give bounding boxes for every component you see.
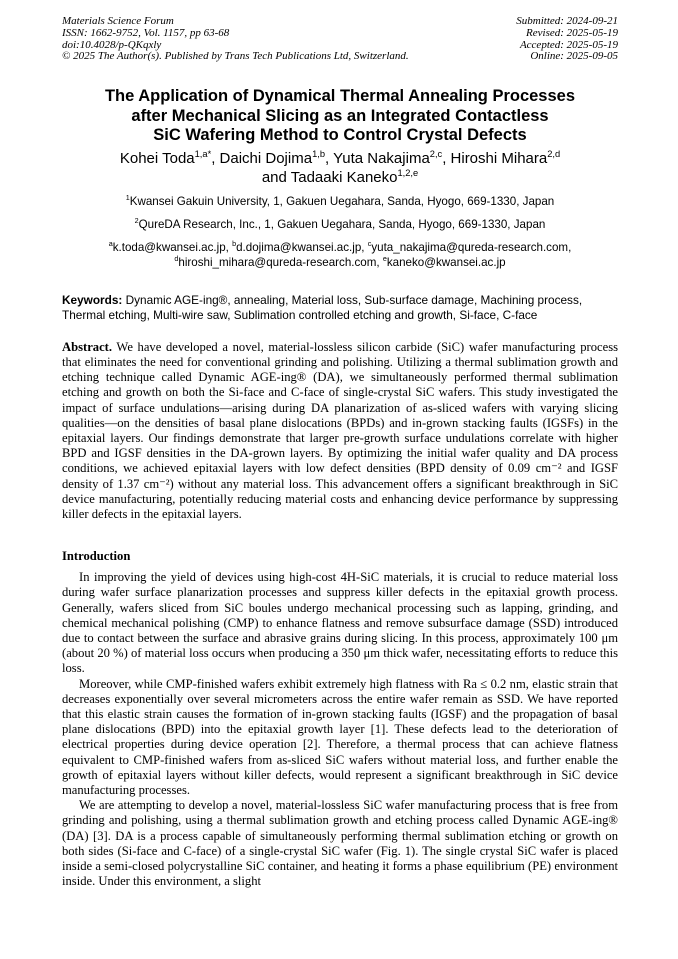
accepted-date: Accepted: 2025-05-19 (519, 38, 618, 51)
author-superscript: 2,c (429, 148, 443, 159)
online-date: Online: 2025-09-05 (530, 50, 618, 63)
authors-block (62, 149, 618, 187)
author-name: , Yuta Nakajima (325, 149, 430, 167)
author-name: and Tadaaki Kaneko (261, 168, 398, 186)
intro-paragraph-2: Moreover, while CMP-finished wafers exhibit extremely high flatness with Ra ≤ 0.2 nm, elastic strain that decreases exponentially over several micrometers across the entire wafer remain as SSD. We have reported that this elastic strain causes the formation of in-grown stacking faults (IGSF) and the propagation of basal plane dislocations (BPD) into the epitaxial growth layer [1]. These defects lead to the deterioration of electrical properties during device operation [2]. Therefore, a thermal process that can achieve flatness equivalent to CMP-finished wafers from as-sliced SiC wafers without material loss, and further enable the growth of epitaxial layers without killer defects, would represent a significant breakthrough in SiC device manufacturing processes. (62, 676, 618, 797)
author-superscript: 1,2,e (397, 167, 419, 178)
journal-doi: doi:10.4028/p-QKqxly (62, 38, 162, 51)
paper-title (62, 87, 618, 146)
submission-dates (516, 16, 618, 63)
author-superscript: 2,d (547, 148, 561, 159)
abstract-paragraph (62, 340, 618, 522)
journal-issn: ISSN: 1662-9752, Vol. 1157, pp 63-68 (62, 26, 230, 39)
email-text: yuta_nakajima@qureda-research.com, (371, 240, 572, 254)
email-superscript: d (174, 254, 179, 264)
emails-line-1 (62, 240, 618, 256)
keywords-text: Dynamic AGE-ing®, annealing, Material loss, Sub-surface damage, Machining process, Thermal etching, Multi-wire saw, Sublimation controlled etching and growth, Si-face, C-face (62, 292, 583, 323)
emails-block (62, 240, 618, 271)
email-superscript: b (232, 238, 237, 248)
author (211, 150, 325, 167)
journal-copyright: © 2025 The Author(s). Published by Trans Tech Publications Ltd, Switzerland. (62, 50, 409, 63)
journal-name: Materials Science Forum (62, 15, 174, 27)
email-superscript: a (108, 238, 113, 248)
intro-paragraph-3: We are attempting to develop a novel, material-lossless SiC wafer manufacturing process that is free from grinding and polishing, using a thermal sublimation growth and etching process called Dynamic AGE-ing® (DA) [3]. DA is a process capable of simultaneously performing thermal sublimation etching or growth on both sides (Si-face and C-face) of a single-crystal SiC wafer (Fig. 1). The single crystal SiC wafer is placed inside a semi-closed polycrystalline SiC container, and heating it forms a phase equilibrium (PE) environment inside. Under this environment, a slight (62, 798, 618, 889)
email (174, 256, 382, 269)
email-superscript: e (382, 254, 387, 264)
title-line-1: The Application of Dynamical Thermal Annealing Processes (104, 87, 576, 106)
intro-paragraph-1: In improving the yield of devices using high-cost 4H-SiC materials, it is crucial to reduce material loss during wafer surface planarization processes and suppress killer defects in the epitaxial growth process. Generally, wafers sliced from SiC boules undergo mechanical processing such as lapping, grinding, and chemical mechanical polishing (CMP) to enhance flatness and remove subsurface damage (SSD) introduced due to contact between the surface and abrasive grains during slicing. In this process, approximately 100 μm (about 20 %) of material loss occurs when producing a 350 μm thick wafer, necessitating efforts to reduce this loss. (62, 570, 618, 676)
keywords-label: Keywords: (62, 292, 123, 307)
author-name: , Daichi Dojima (211, 149, 313, 167)
email (367, 238, 572, 254)
email-text: d.dojima@kwansei.ac.jp, (236, 240, 368, 254)
author (325, 150, 442, 167)
author-name: Kohei Toda (119, 149, 195, 167)
author (262, 169, 418, 186)
journal-info (62, 16, 409, 63)
affiliation-text: Kwansei Gakuin University, 1, Gakuen Uegahara, Sanda, Hyogo, 669-1330, Japan (129, 194, 555, 208)
keywords-block (62, 293, 618, 324)
introduction-heading: Introduction (62, 549, 131, 564)
author-name: , Hiroshi Mihara (442, 149, 548, 167)
affiliation-superscript: 2 (134, 215, 139, 225)
emails-line-2 (62, 255, 618, 271)
author-superscript: 1,a* (194, 148, 212, 159)
title-line-3: SiC Wafering Method to Control Crystal Defects (153, 126, 527, 145)
email-text: hiroshi_mihara@qureda-research.com, (178, 256, 383, 270)
author (120, 150, 211, 167)
email (108, 238, 233, 254)
affiliation-superscript: 1 (125, 192, 130, 202)
revised-date: Revised: 2025-05-19 (526, 26, 618, 39)
abstract-text: We have developed a novel, material-lossless silicon carbide (SiC) wafer manufacturing process that eliminates the need for conventional grinding and polishing. Utilizing a thermal sublimation growth and etching technique called Dynamic AGE-ing® (DA), we simultaneously performed thermal sublimation etching and growth on both the Si-face and C-face of single-crystal SiC wafers. This study investigated the impact of surface undulations—arising during DA planarization of as-sliced wafers with varying slicing qualities—on the densities of basal plane dislocations (BPDs) and in-grown stacking faults (IGSFs) in the epitaxial layers. Our findings demonstrate that larger pre-growth surface undulations correlate with higher BPD and IGSF densities in the DA-grown layers. By optimizing the initial wafer quality and DA process conditions, we achieved epitaxial layers with low defect densities (BPD density of 0.09 cm⁻² and IGSF density of 1.37 cm⁻²) without any material loss. This advancement offers a significant breakthrough in SiC device manufacturing, potentially reducing material costs and enhancing device performance by suppressing killer defects in the epitaxial layers. (62, 339, 618, 521)
affiliation-1 (62, 192, 618, 209)
authors-line-1 (62, 149, 618, 168)
email-text: kaneko@kwansei.ac.jp (386, 256, 506, 270)
email-text: k.toda@kwansei.ac.jp, (112, 240, 233, 254)
author (442, 150, 560, 167)
email-superscript: c (367, 238, 372, 248)
email (232, 238, 368, 254)
journal-header (62, 16, 618, 63)
authors-line-2 (62, 168, 618, 187)
affiliation-2 (62, 215, 618, 232)
affiliation-text: QureDA Research, Inc., 1, Gakuen Uegahara, Sanda, Hyogo, 669-1330, Japan (138, 217, 546, 231)
title-line-2: after Mechanical Slicing as an Integrated Contactless (131, 106, 549, 125)
abstract-label: Abstract. (62, 339, 113, 354)
email (383, 256, 506, 269)
author-superscript: 1,b (312, 148, 325, 159)
submitted-date: Submitted: 2024-09-21 (516, 15, 618, 27)
